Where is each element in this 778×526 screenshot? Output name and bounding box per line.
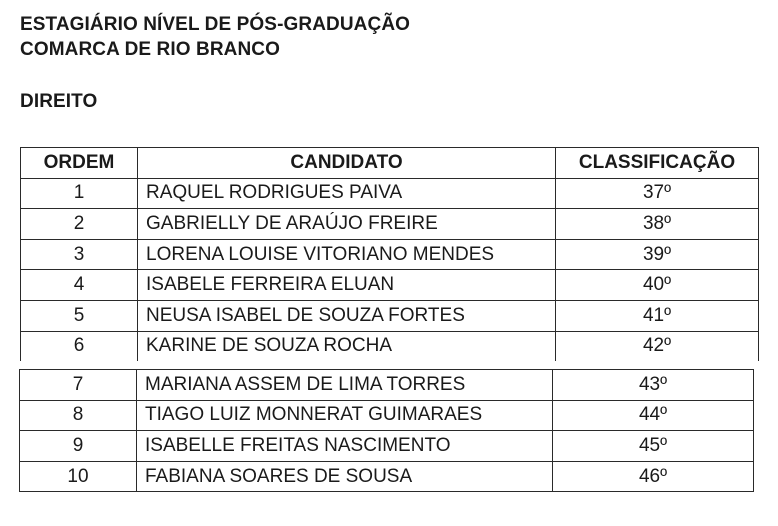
document-subtitle: COMARCA DE RIO BRANCO (20, 39, 281, 60)
ordem-cell: 8 (20, 400, 137, 431)
ordem-cell: 2 (21, 209, 138, 240)
classificacao-cell: 46º (553, 461, 754, 492)
candidato-cell: GABRIELLY DE ARAÚJO FREIRE (138, 209, 556, 240)
candidato-cell: LORENA LOUISE VITORIANO MENDES (138, 239, 556, 270)
column-header-candidato: CANDIDATO (138, 148, 556, 179)
ordem-cell: 6 (21, 331, 138, 361)
ordem-cell: 3 (21, 239, 138, 270)
table-row (21, 300, 759, 331)
classification-table-continued (19, 369, 754, 492)
classification-table (20, 147, 759, 361)
table-row (21, 209, 759, 240)
table-row (20, 370, 754, 401)
section-title: DIREITO (20, 91, 98, 112)
column-header-ordem: ORDEM (21, 148, 138, 179)
classificacao-cell: 39º (556, 239, 759, 270)
classificacao-cell: 40º (556, 270, 759, 301)
candidato-cell: KARINE DE SOUZA ROCHA (138, 331, 556, 361)
classificacao-cell: 45º (553, 431, 754, 462)
document-title: ESTAGIÁRIO NÍVEL DE PÓS-GRADUAÇÃO (20, 14, 411, 35)
candidato-cell: TIAGO LUIZ MONNERAT GUIMARAES (137, 400, 553, 431)
classificacao-cell: 42º (556, 331, 759, 361)
candidato-cell: ISABELLE FREITAS NASCIMENTO (137, 431, 553, 462)
table-row (20, 400, 754, 431)
ordem-cell: 1 (21, 178, 138, 209)
ordem-cell: 10 (20, 461, 137, 492)
classificacao-cell: 43º (553, 370, 754, 401)
ordem-cell: 4 (21, 270, 138, 301)
table-row (21, 178, 759, 209)
candidato-cell: ISABELE FERREIRA ELUAN (138, 270, 556, 301)
classificacao-cell: 37º (556, 178, 759, 209)
candidato-cell: FABIANA SOARES DE SOUSA (137, 461, 553, 492)
table-row (20, 431, 754, 462)
ordem-cell: 7 (20, 370, 137, 401)
classificacao-cell: 38º (556, 209, 759, 240)
table-row (20, 461, 754, 492)
classificacao-cell: 41º (556, 300, 759, 331)
candidato-cell: RAQUEL RODRIGUES PAIVA (138, 178, 556, 209)
candidato-cell: MARIANA ASSEM DE LIMA TORRES (137, 370, 553, 401)
table-header-row (21, 148, 759, 179)
ordem-cell: 5 (21, 300, 138, 331)
column-header-classificacao: CLASSIFICAÇÃO (556, 148, 759, 179)
classificacao-cell: 44º (553, 400, 754, 431)
table-row (21, 331, 759, 361)
table-row (21, 270, 759, 301)
table-row (21, 239, 759, 270)
ordem-cell: 9 (20, 431, 137, 462)
candidato-cell: NEUSA ISABEL DE SOUZA FORTES (138, 300, 556, 331)
